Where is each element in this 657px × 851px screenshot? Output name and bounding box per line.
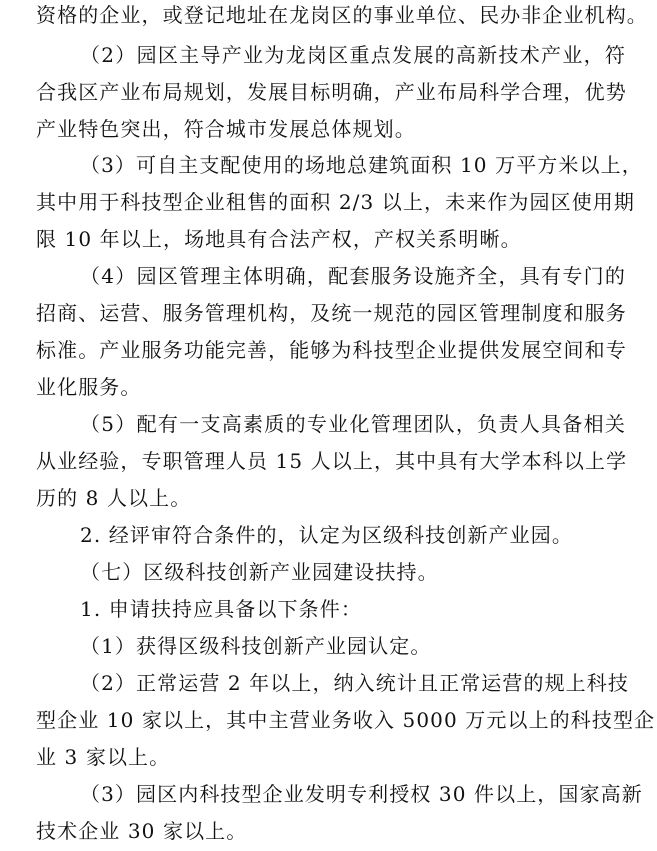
text-line: （七）区级科技创新产业园建设扶持。 [80, 560, 439, 584]
text-line: 合我区产业布局规划，发展目标明确，产业布局科学合理，优势 [36, 80, 627, 104]
text-line: （2）园区主导产业为龙岗区重点发展的高新技术产业，符 [80, 43, 626, 67]
text-line: 型企业 10 家以上，其中主营业务收入 5000 万元以上的科技型企 [36, 708, 656, 732]
text-line: 业 3 家以上。 [36, 745, 171, 769]
text-line: 资格的企业，或登记地址在龙岗区的事业单位、民办非企业机构。 [36, 3, 648, 27]
text-line: 1. 申请扶持应具备以下条件： [80, 597, 362, 621]
text-line: （5）配有一支高素质的专业化管理团队，负责人具备相关 [80, 412, 626, 436]
text-line: 技术企业 30 家以上。 [36, 819, 248, 843]
text-line: 招商、运营、服务管理机构，及统一规范的园区管理制度和服务 [36, 301, 627, 325]
text-line: （3）园区内科技型企业发明专利授权 30 件以上，国家高新 [80, 782, 643, 806]
text-line: （3）可自主支配使用的场地总建筑面积 10 万平方米以上， [80, 153, 643, 177]
text-line: 业化服务。 [36, 375, 142, 399]
text-line: 限 10 年以上，场地具有合法产权，产权关系明晰。 [36, 227, 522, 251]
text-line: 从业经验，专职管理人员 15 人以上，其中具有大学本科以上学 [36, 449, 628, 473]
text-line: 产业特色突出，符合城市发展总体规划。 [36, 117, 416, 141]
text-line: 2. 经评审符合条件的，认定为区级科技创新产业园。 [80, 523, 573, 547]
text-line: （4）园区管理主体明确，配套服务设施齐全，具有专门的 [80, 264, 626, 288]
text-line: 其中用于科技型企业租售的面积 2/3 以上，未来作为园区使用期 [36, 190, 636, 214]
text-line: 标准。产业服务功能完善，能够为科技型企业提供发展空间和专 [36, 338, 627, 362]
text-line: （2）正常运营 2 年以上，纳入统计且正常运营的规上科技 [80, 671, 629, 695]
text-line: 历的 8 人以上。 [36, 486, 192, 510]
text-line: （1）获得区级科技创新产业园认定。 [80, 634, 432, 658]
